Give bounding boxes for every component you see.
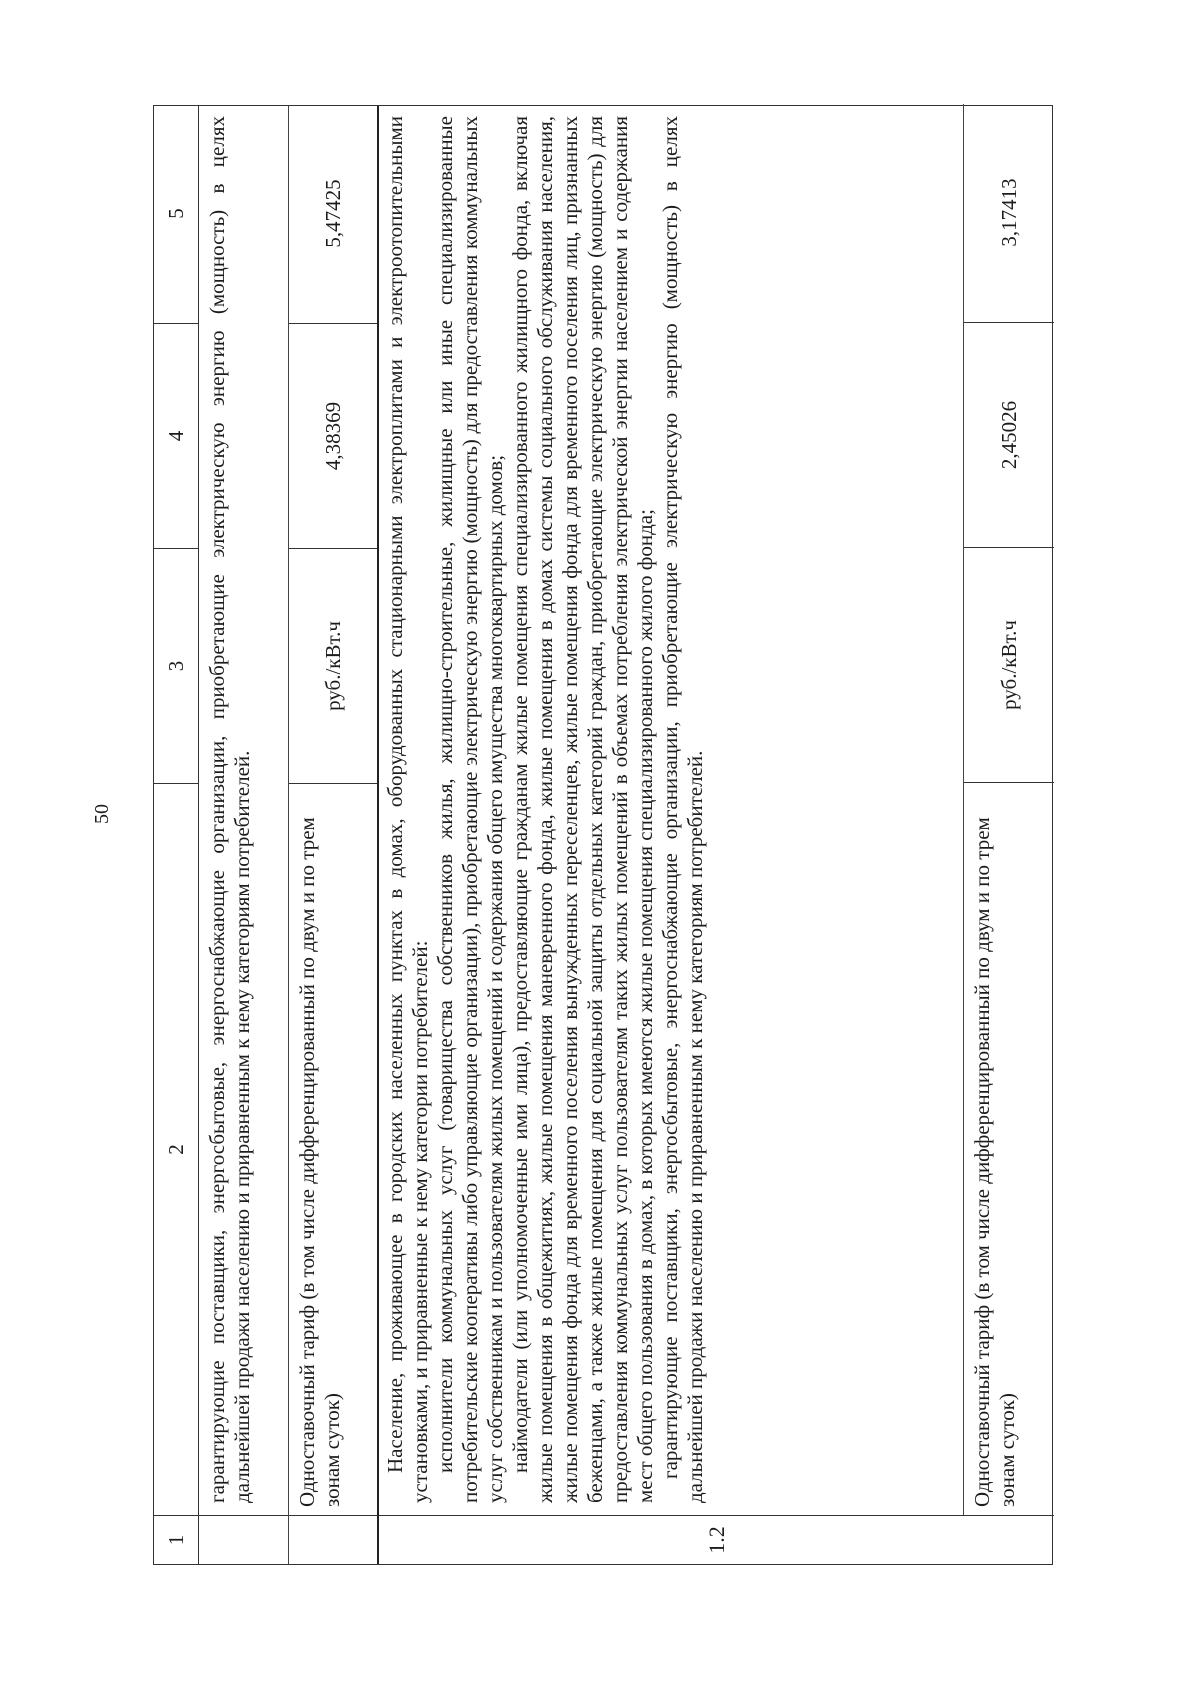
group-tariff-unit: руб./кВт.ч — [964, 548, 1054, 783]
continuation-description-row — [199, 106, 289, 1564]
group-body — [379, 104, 1054, 1516]
group-tariff-value-col5: 3,17413 — [964, 103, 1054, 323]
group-tariff-row — [964, 104, 1054, 1515]
continuation-number-cell — [199, 1516, 288, 1564]
group-tariff-label: Одноставочный тариф (в том числе дифференцированный по двум и по трем зонам суток) — [970, 817, 1019, 1507]
continuation-tariff-number-cell — [289, 1516, 377, 1564]
page-number: 50 — [91, 804, 113, 824]
header-col-1: 1 — [163, 1534, 188, 1546]
header-col-3: 3 — [154, 549, 198, 784]
group-paragraph-2: исполнители коммунальных услуг (товарищества собственников жилья, жилищно-строительные, жилищные или иные специализированные потребительские кооперативы либо управляющие организации), приобретающие электрическую энергию (мощность) для предоставления коммунальных услуг собственникам и пользователям жилых помещений и содержания общего имущества многоквартирных домов; — [433, 116, 507, 1503]
group-description-cell — [379, 104, 964, 1515]
continuation-tariff-unit: руб./кВт.ч — [289, 549, 377, 784]
group-tariff-value-col4: 2,45026 — [964, 323, 1054, 548]
group-paragraph-1: Население, проживающее в городских населенных пунктах в домах, оборудованных стационарными электроплитами и электроотопительными установками, и приравненные к нему категории потребителей: — [383, 116, 432, 1503]
group-description — [379, 104, 963, 1515]
continuation-tariff-value-col5: 5,47425 — [289, 104, 377, 324]
group-number: 1.2 — [704, 1526, 729, 1554]
continuation-description: гарантирующие поставщики, энергосбытовые, энергоснабжающие организации, приобретающие электрическую энергию (мощность) в целях дальнейшей продажи населению и приравненным к нему категориям потребителей. — [199, 104, 288, 1516]
header-col-2: 2 — [154, 784, 198, 1516]
header-col-5: 5 — [154, 104, 198, 324]
tariff-table — [153, 105, 1053, 1565]
header-col-4: 4 — [154, 324, 198, 549]
table-header-row — [154, 106, 199, 1564]
continuation-tariff-row — [289, 106, 379, 1564]
continuation-tariff-label: Одноставочный тариф (в том числе дифференцированный по двум и по трем зонам суток) — [289, 784, 377, 1516]
group-1-2 — [379, 106, 1054, 1564]
group-paragraph-3: наймодатели (или уполномоченные ими лица), предоставляющие гражданам жилые помещения специализированного жилищного фонда, включая жилые помещения в общежитиях, жилые помещения маневренного фонда, жилые помещения в домах системы социального обслуживания населения, жилые помещения фонда для временного поселения вынужденных переселенцев, жилые помещения фонда для временного поселения лиц, признанных беженцами, а также жилые помещения для социальной защиты отдельных категорий граждан, приобретающие электрическую энергию (мощность) для предоставления коммунальных услуг пользователям таких жилых помещений в объемах потребления электрической энергии населением и содержания мест общего пользования в домах, в которых имеются жилые помещения специализированного жилого фонда; — [508, 116, 657, 1503]
group-paragraph-4: гарантирующие поставщики, энергосбытовые, энергоснабжающие организации, приобретающие электрическую энергию (мощность) в целях дальнейшей продажи населению и приравненным к нему категориям потребителей. — [658, 116, 707, 1503]
continuation-tariff-value-col4: 4,38369 — [289, 324, 377, 549]
